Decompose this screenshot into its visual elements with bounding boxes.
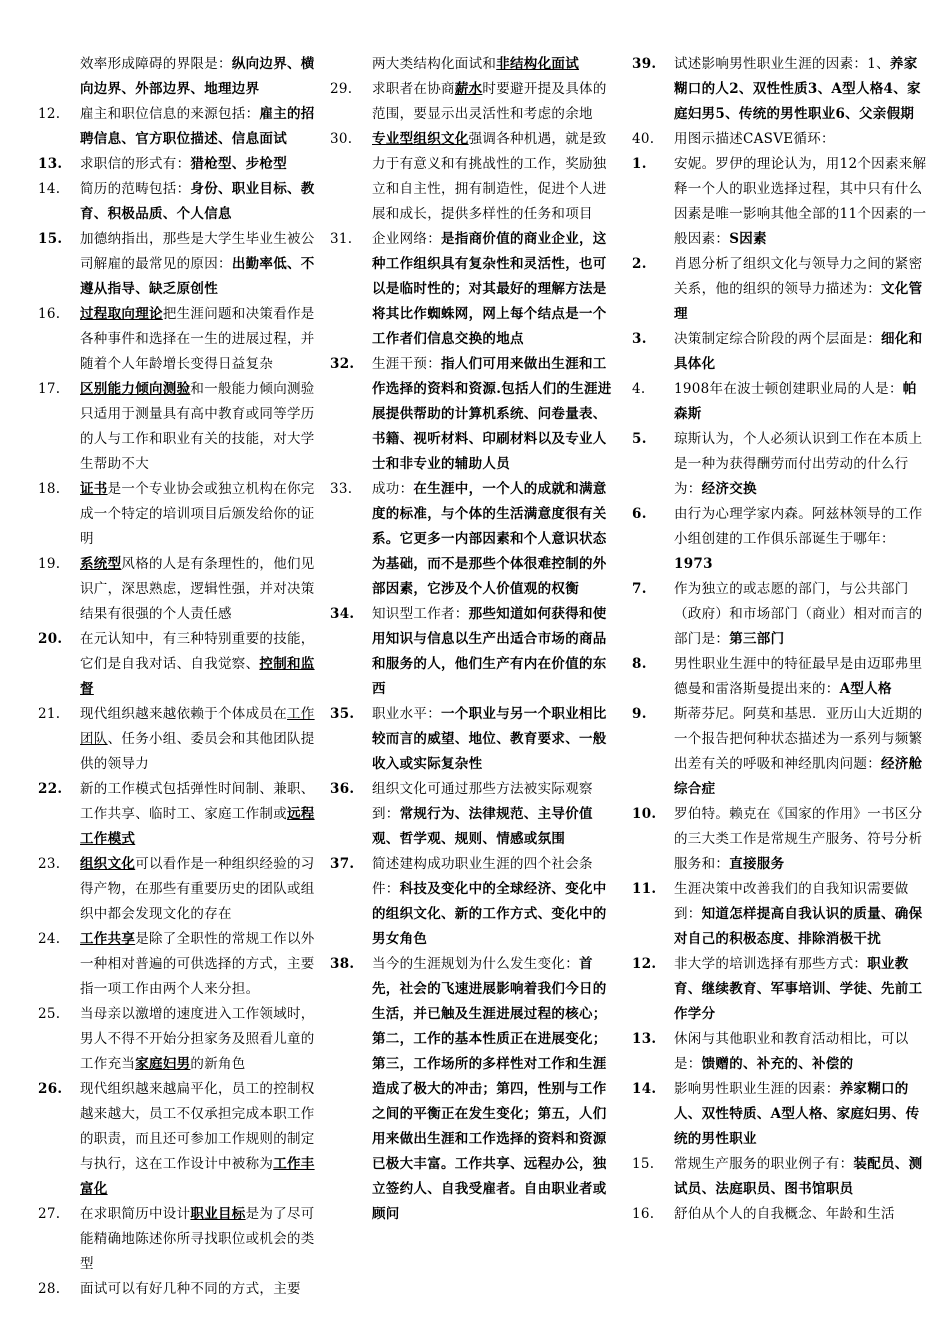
question-text: 的新角色	[190, 1056, 246, 1072]
question-text: 当母亲以激增的速度进入工作领域时，男人不得不开始分担家务及照看儿童的工作充当	[80, 1006, 315, 1072]
answer-text: 远程工作模式	[80, 806, 315, 847]
answer-text: 纵向边界、横向边界、外部边界、地理边界	[80, 56, 315, 97]
question-text: 在求职简历中设计	[80, 1206, 191, 1222]
answer-text: 养家糊口的人2、双性性质3、A型人格4、家庭妇男5、传统的男性职业6、父亲假期	[674, 56, 921, 122]
question-text: 把生涯问题和决策看作是各种事件和选择在一生的进展过程，并随着个人年龄增长变得日益复杂	[80, 306, 315, 372]
list-item	[632, 327, 928, 377]
list-item	[38, 152, 321, 177]
answer-text: 区别能力倾向测验	[80, 381, 191, 397]
list-item	[330, 952, 620, 1227]
item-number: 11.	[632, 881, 657, 897]
item-number: 38.	[330, 956, 355, 972]
item-number: 29.	[330, 81, 353, 97]
item-number: 4.	[632, 381, 646, 397]
question-text: 面试可以有好几种不同的方式，主要	[80, 1281, 301, 1297]
question-text: 非大学的培训选择有那些方式：	[674, 956, 868, 972]
item-number: 6.	[632, 506, 647, 522]
item-number: 2.	[632, 256, 647, 272]
answer-text: 工作共享	[80, 931, 136, 947]
item-number: 16.	[632, 1206, 655, 1222]
answer-text: 装配员、测试员、法庭职员、图书馆职员	[674, 1156, 923, 1197]
item-number: 12.	[38, 106, 61, 122]
item-number: 31.	[330, 231, 353, 247]
list-item	[38, 177, 321, 227]
list-item	[38, 552, 321, 627]
list-item	[330, 702, 620, 777]
item-number: 13.	[632, 1031, 657, 1047]
question-text: 现代组织越来越依赖于个体成员在	[80, 706, 287, 722]
answer-text: 证书	[80, 481, 108, 497]
question-text: 斯蒂芬尼。阿莫和基思．亚历山大近期的一个报告把何种状态描述为一系列与频繁出差有关的呼吸和神经肌肉问题：	[674, 706, 923, 772]
list-item	[38, 1077, 321, 1202]
list-item	[38, 927, 321, 1002]
list-item	[38, 302, 321, 377]
text-column-1	[38, 52, 321, 1302]
question-text: 作为独立的或志愿的部门，与公共部门（政府）和市场部门（商业）相对而言的部门是：	[674, 581, 923, 647]
list-item	[330, 127, 620, 227]
question-text: 是为了尽可能精确地陈述你所寻找职位或机会的类型	[80, 1206, 315, 1272]
question-text: 风格的人是有条理性的，他们见识广，深思熟虑，逻辑性强，并对决策结果有很强的个人责任感	[80, 556, 315, 622]
list-item	[330, 477, 620, 602]
question-text: 雇主和职位信息的来源包括：	[80, 106, 260, 122]
list-item	[38, 777, 321, 852]
list-item	[632, 1202, 928, 1227]
item-number: 1.	[632, 156, 647, 172]
item-number: 15.	[38, 231, 63, 247]
item-number: 21.	[38, 706, 61, 722]
question-text: 是一个专业协会或独立机构在你完成一个特定的培训项目后颁发给你的证明	[80, 481, 315, 547]
list-item	[38, 627, 321, 702]
answer-text: 经济交换	[701, 481, 757, 497]
question-text: 求职者在协商	[372, 81, 455, 97]
item-number: 27.	[38, 1206, 61, 1222]
list-item	[330, 852, 620, 952]
list-item	[38, 1002, 321, 1077]
list-item	[330, 352, 620, 477]
question-text: 可以看作是一种组织经验的习得产物，在那些有重要历史的团队或组织中都会发现文化的存在	[80, 856, 315, 922]
item-number: 39.	[632, 56, 657, 72]
list-item	[632, 152, 928, 252]
answer-text: 工作团队	[80, 706, 315, 747]
item-number: 15.	[632, 1156, 655, 1172]
answer-text: 工作丰富化	[80, 1156, 315, 1197]
list-item	[330, 602, 620, 702]
item-number: 12.	[632, 956, 657, 972]
item-number: 24.	[38, 931, 61, 947]
list-item	[38, 1202, 321, 1277]
item-number: 19.	[38, 556, 61, 572]
question-text: 决策制定综合阶段的两个层面是：	[674, 331, 881, 347]
item-number: 13.	[38, 156, 63, 172]
answer-text: 养家糊口的人、双性特质、A型人格、家庭妇男、传统的男性职业	[674, 1081, 920, 1147]
question-text: 新的工作模式包括弹性时间制、兼职、工作共享、临时工、家庭工作制或	[80, 781, 315, 822]
answer-text: 系统型	[80, 556, 122, 572]
item-number: 10.	[632, 806, 657, 822]
answer-text: 一个职业与另一个职业相比较而言的威望、地位、教育要求、一般收入或实际复杂性	[372, 706, 607, 772]
answer-text: 非结构化面试	[496, 56, 580, 72]
question-text: 试述影响男性职业生涯的因素：1、	[674, 56, 890, 72]
question-text: 用图示描述CASVE循环：	[674, 131, 835, 147]
item-number: 18.	[38, 481, 61, 497]
list-item	[632, 52, 928, 127]
item-number: 36.	[330, 781, 355, 797]
list-item	[632, 877, 928, 952]
list-item	[38, 477, 321, 552]
answer-text: 控制和监督	[80, 656, 315, 697]
question-text: 是除了全职性的常规工作以外一种相对普遍的可供选择的方式，主要指一项工作由两个人来分担。	[80, 931, 315, 997]
answer-text: 知道怎样提高自我认识的质量、确保对自己的积极态度、排除消极干扰	[674, 906, 923, 947]
answer-text: 指人们可用来做出生涯和工作选择的资料和资源.包括人们的生涯进展提供帮助的计算机系统、问卷量表、书籍、视听材料、印刷材料以及专业人士和非专业的辅助人员	[372, 356, 612, 472]
list-item	[632, 1152, 928, 1202]
answer-text: 帕森斯	[674, 381, 917, 422]
question-text: 现代组织越来越扁平化，员工的控制权越来越大，员工不仅承担完成本职工作的职责，而且还可参加工作规则的制定与执行，这在工作设计中被称为	[80, 1081, 315, 1172]
item-number: 33.	[330, 481, 353, 497]
answer-text: 组织文化	[80, 856, 136, 872]
item-number: 40.	[632, 131, 655, 147]
answer-text: 过程取向理论	[80, 306, 163, 322]
answer-text: 职业教育、继续教育、军事培训、学徒、先前工作学分	[674, 956, 923, 1022]
answer-text: 猎枪型、步枪型	[190, 156, 288, 172]
question-text: 求职信的形式有：	[80, 156, 191, 172]
answer-text: 科技及变化中的全球经济、变化中的组织文化、新的工作方式、变化中的男女角色	[372, 881, 607, 947]
list-item	[632, 427, 928, 502]
question-text: 组织文化可通过那些方法被实际观察到：	[372, 781, 593, 822]
list-item	[632, 702, 928, 802]
answer-text: 首先，社会的飞速进展影响着我们今日的生活，并已触及生涯进展过程的核心；第二，工作的基本性质正在进展变化；第三，工作场所的多样性对工作和生涯造成了极大的冲击；第四，性别与工作之间的平衡正在发生变化；第五，人们用来做出生涯和工作选择的资料和资源已极大丰富。工作共享、远程办公，独立签约人、自我受雇者。自由职业者或顾问	[372, 956, 607, 1222]
item-number: 14.	[632, 1081, 657, 1097]
question-text: 和一般能力倾向测验只适用于测量具有高中教育或同等学历的人与工作和职业有关的技能，对大学生帮助不大	[80, 381, 315, 472]
question-text: 简述建构成功职业生涯的四个社会条件：	[372, 856, 593, 897]
question-text: 1908年在波士顿创建职业局的人是：	[674, 381, 903, 397]
answer-text: 常规行为、法律规范、主导价值观、哲学观、规则、情感或氛围	[372, 806, 593, 847]
item-number: 20.	[38, 631, 63, 647]
item-number: 17.	[38, 381, 61, 397]
item-number: 37.	[330, 856, 355, 872]
question-text: 企业网络：	[372, 231, 441, 247]
answer-text: 细化和具体化	[674, 331, 923, 372]
question-text: 当今的生涯规划为什么发生变化：	[372, 956, 579, 972]
answer-text: 身份、职业目标、教育、积极品质、个人信息	[80, 181, 315, 222]
item-number: 30.	[330, 131, 353, 147]
item-number: 28.	[38, 1281, 61, 1297]
item-number: 22.	[38, 781, 63, 797]
question-text: 生涯决策中改善我们的自我知识需要做到：	[674, 881, 909, 922]
item-number: 3.	[632, 331, 647, 347]
question-text: 知识型工作者：	[372, 606, 469, 622]
answer-text: 专业型组织文化	[372, 131, 469, 147]
list-item	[38, 852, 321, 927]
question-text: 休闲与其他职业和教育活动相比，可以是：	[674, 1031, 909, 1072]
list-item	[38, 227, 321, 302]
question-text: 强调各种机遇，就是致力于有意义和有挑战性的工作，奖励独立和自主性，拥有制造性，促进个人进展和成长，提供多样性的任务和项目	[372, 131, 607, 222]
answer-text: 在生涯中，一个人的成就和满意度的标准，与个体的生活满意度很有关系。它更多一内部因素和个人意识状态为基础，而不是那些个体很难控制的外部因素，它涉及个人价值观的权衡	[372, 481, 607, 597]
question-text: 常规生产服务的职业例子有：	[674, 1156, 854, 1172]
question-text: 罗伯特。赖克在《国家的作用》一书区分的三大类工作是常规生产服务、符号分析服务和：	[674, 806, 923, 872]
question-text: 安妮。罗伊的理论认为，用12个因素来解释一个人的职业选择过程，其中只有什么因素是唯一影响其他全部的11个因素的一般因素：	[674, 156, 927, 247]
list-item	[330, 52, 620, 77]
list-item	[38, 702, 321, 777]
item-number: 5.	[632, 431, 647, 447]
item-number: 16.	[38, 306, 61, 322]
answer-text: 文化管理	[674, 281, 923, 322]
item-number: 8.	[632, 656, 647, 672]
answer-text: 馈赠的、补充的、补偿的	[701, 1056, 854, 1072]
question-text: 由行为心理学家内森。阿兹林领导的工作小组创建的工作俱乐部诞生于哪年：	[674, 506, 923, 547]
item-number: 9.	[632, 706, 647, 722]
list-item	[632, 802, 928, 877]
answer-text: 雇主的招聘信息、官方职位描述、信息面试	[80, 106, 315, 147]
question-text: 效率形成障碍的界限是：	[80, 56, 232, 72]
question-text: 、任务小组、委员会和其他团队提供的领导力	[80, 731, 315, 772]
item-number: 23.	[38, 856, 61, 872]
list-item	[330, 777, 620, 852]
answer-text: A型人格	[839, 681, 892, 697]
list-item	[38, 377, 321, 477]
item-number: 26.	[38, 1081, 63, 1097]
list-item	[330, 227, 620, 352]
item-number: 34.	[330, 606, 355, 622]
question-text: 职业水平：	[372, 706, 441, 722]
text-column-2	[330, 52, 620, 1227]
answer-text: S因素	[729, 231, 767, 247]
list-item	[632, 652, 928, 702]
item-number: 35.	[330, 706, 355, 722]
question-text: 男性职业生涯中的特征最早是由迈耶弗里德曼和雷洛斯曼提出来的：	[674, 656, 923, 697]
question-text: 简历的范畴包括：	[80, 181, 191, 197]
item-number: 25.	[38, 1006, 61, 1022]
answer-text: 家庭妇男	[135, 1056, 191, 1072]
answer-text: 那些知道如何获得和使用知识与信息以生产出适合市场的商品和服务的人，他们生产有内在价值的东西	[372, 606, 607, 697]
question-text: 时要避开提及具体的范围，要显示出灵活性和考虑的余地	[372, 81, 607, 122]
list-item	[632, 252, 928, 327]
question-text: 影响男性职业生涯的因素：	[674, 1081, 840, 1097]
answer-text: 出勤率低、不遵从指导、缺乏原创性	[80, 256, 315, 297]
item-number: 14.	[38, 181, 61, 197]
question-text: 在元认知中，有三种特别重要的技能，它们是自我对话、自我觉察、	[80, 631, 315, 672]
question-text: 两大类结构化面试和	[372, 56, 497, 72]
list-item	[632, 1077, 928, 1152]
list-item	[632, 377, 928, 427]
answer-text: 薪水	[454, 81, 483, 97]
list-item	[632, 1027, 928, 1077]
list-item	[632, 502, 928, 577]
list-item	[38, 52, 321, 102]
question-text: 舒伯从个人的自我概念、年龄和生活	[674, 1206, 895, 1222]
list-item	[38, 102, 321, 152]
question-text: 加德纳指出，那些是大学生毕业生被公司解雇的最常见的原因：	[80, 231, 315, 272]
item-number: 7.	[632, 581, 647, 597]
list-item	[632, 577, 928, 652]
question-text: 肖恩分析了组织文化与领导力之间的紧密关系，他的组织的领导力描述为：	[674, 256, 923, 297]
answer-text: 直接服务	[729, 856, 785, 872]
list-item	[632, 127, 928, 152]
list-item	[632, 952, 928, 1027]
answer-text: 第三部门	[729, 631, 785, 647]
answer-text: 经济舱综合症	[674, 756, 923, 797]
text-column-3	[632, 52, 928, 1227]
list-item	[38, 1277, 321, 1302]
item-number: 32.	[330, 356, 355, 372]
question-text: 成功：	[372, 481, 414, 497]
list-item	[330, 77, 620, 127]
answer-text: 是指商价值的商业企业，这种工作组织具有复杂性和灵活性，也可以是临时性的；对其最好的理解方法是将其比作蜘蛛网，网上每个结点是一个工作者们信息交换的地点	[372, 231, 607, 347]
question-text: 生涯干预：	[372, 356, 441, 372]
answer-text: 1973	[674, 556, 713, 572]
answer-text: 职业目标	[190, 1206, 246, 1222]
question-text: 琼斯认为，个人必须认识到工作在本质上是一种为获得酬劳而付出劳动的什么行为：	[674, 431, 923, 497]
